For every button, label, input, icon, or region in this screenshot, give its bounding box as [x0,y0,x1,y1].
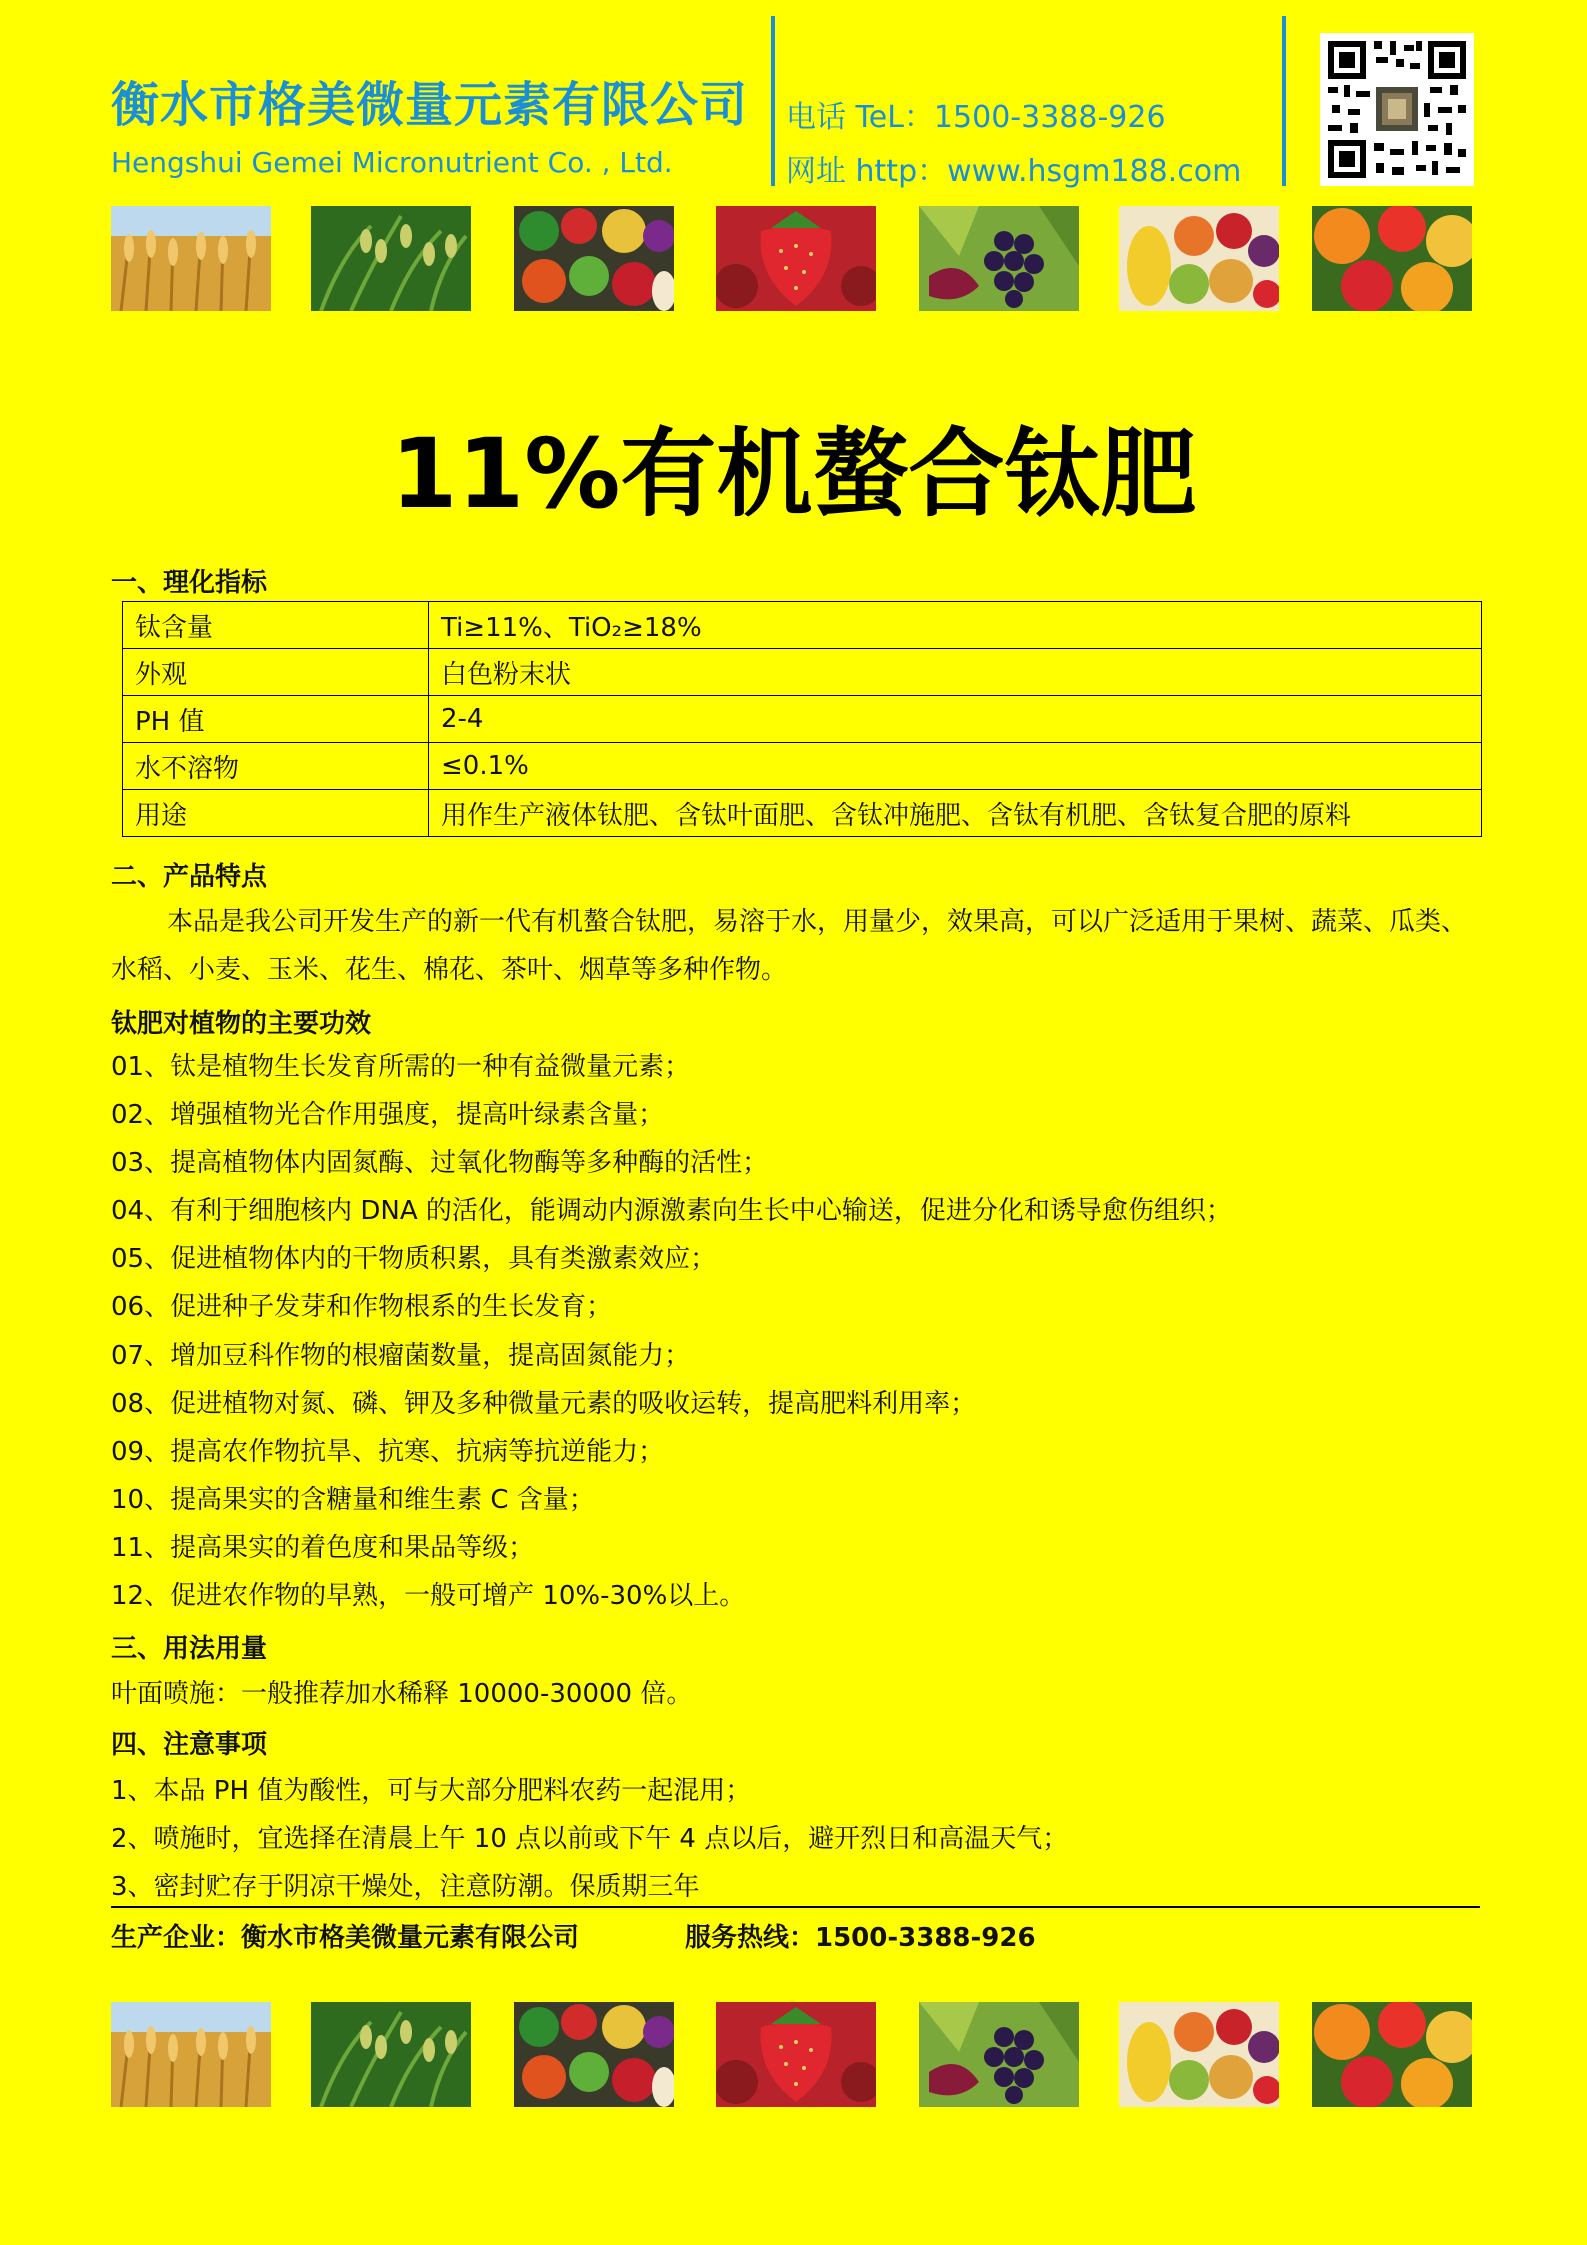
header [0,0,1587,200]
wheat-field-photo [111,2002,271,2107]
list-item: 07、增加豆科作物的根瘤菌数量，提高固氮能力； [111,1340,691,1371]
photo-strip-bottom [111,2002,1475,2107]
spec-key: PH 值 [123,696,429,743]
list-item: 11、提高果实的着色度和果品等级； [111,1532,535,1563]
list-item: 12、促进农作物的早熟，一般可增产 10%-30%以上。 [111,1581,746,1612]
vegetables-photo [514,2002,674,2107]
header-divider [1282,16,1286,186]
footer-hotline: 服务热线：1500-3388-926 [685,1923,1036,1953]
caution-item: 1、本品 PH 值为酸性，可与大部分肥料农药一起混用； [111,1776,752,1806]
table-row [123,743,1482,790]
citrus-fruits-photo [1312,206,1472,311]
fruit-assortment-photo [1119,206,1279,311]
spec-value: Ti≥11%、TiO₂≥18% [429,602,1482,649]
photo-strip-top [111,206,1475,311]
grapes-photo [919,206,1079,311]
spec-table [122,601,1482,837]
strawberry-photo [716,2002,876,2107]
table-row [123,649,1482,696]
caution-item: 3、密封贮存于阴凉干燥处，注意防潮。保质期三年 [111,1872,700,1902]
strawberry-photo [716,206,876,311]
list-item: 03、提高植物体内固氮酶、过氧化物酶等多种酶的活性； [111,1148,769,1179]
usage-text: 叶面喷施：一般推荐加水稀释 10000-30000 倍。 [111,1679,693,1709]
product-intro-text: 本品是我公司开发生产的新一代有机螯合钛肥，易溶于水，用量少，效果高，可以广泛适用于果树、蔬菜、瓜类、水稻、小麦、玉米、花生、棉花、茶叶、烟草等多种作物。 [111,907,1468,985]
spec-key: 外观 [123,649,429,696]
footer-producer: 生产企业：衡水市格美微量元素有限公司 [111,1923,580,1953]
header-divider [771,16,775,186]
caution-item: 2、喷施时，宜选择在清晨上午 10 点以前或下午 4 点以后，避开烈日和高温天气； [111,1824,1069,1854]
subsection-heading: 钛肥对植物的主要功效 [111,1009,372,1039]
grapes-photo [919,2002,1079,2107]
contact-website[interactable]: 网址 http：www.hsgm188.com [786,154,1242,189]
section-heading: 一、理化指标 [111,568,268,598]
spec-key: 钛含量 [123,602,429,649]
footer-divider [111,1906,1480,1908]
list-item: 09、提高农作物抗旱、抗寒、抗病等抗逆能力； [111,1436,665,1467]
spec-value: 白色粉末状 [429,649,1482,696]
citrus-fruits-photo [1312,2002,1472,2107]
section-heading: 三、用法用量 [111,1634,268,1664]
rice-photo [311,206,471,311]
table-row [123,602,1482,649]
list-item: 08、促进植物对氮、磷、钾及多种微量元素的吸收运转，提高肥料利用率； [111,1388,977,1419]
spec-value: 用作生产液体钛肥、含钛叶面肥、含钛冲施肥、含钛有机肥、含钛复合肥的原料 [429,790,1482,837]
spec-key: 水不溶物 [123,743,429,790]
list-item: 06、促进种子发芽和作物根系的生长发育； [111,1292,613,1323]
spec-value: ≤0.1% [429,743,1482,790]
table-row [123,696,1482,743]
section-heading: 二、产品特点 [111,862,268,892]
wheat-field-photo [111,206,271,311]
company-name-cn: 衡水市格美微量元素有限公司 [111,77,749,133]
list-item: 02、增强植物光合作用强度，提高叶绿素含量； [111,1100,665,1131]
list-item: 05、促进植物体内的干物质积累，具有类激素效应； [111,1244,717,1275]
list-item: 10、提高果实的含糖量和维生素 C 含量； [111,1484,595,1515]
rice-photo [311,2002,471,2107]
table-row [123,790,1482,837]
fruit-assortment-photo [1119,2002,1279,2107]
company-name-en: Hengshui Gemei Micronutrient Co. , Ltd. [111,146,673,179]
page-title: 11%有机螯合钛肥 [390,418,1197,530]
contact-phone: 电话 TeL：1500-3388-926 [786,100,1166,135]
list-item: 04、有利于细胞核内 DNA 的活化，能调动内源激素向生长中心输送，促进分化和诱导愈伤组织； [111,1196,1232,1227]
section-heading: 四、注意事项 [111,1730,268,1760]
list-item: 01、钛是植物生长发育所需的一种有益微量元素； [111,1052,691,1082]
vegetables-photo [514,206,674,311]
qr-code-icon [1320,33,1474,186]
benefits-list [111,1043,1232,1620]
product-intro [111,898,1476,994]
spec-value: 2-4 [429,696,1482,743]
spec-key: 用途 [123,790,429,837]
